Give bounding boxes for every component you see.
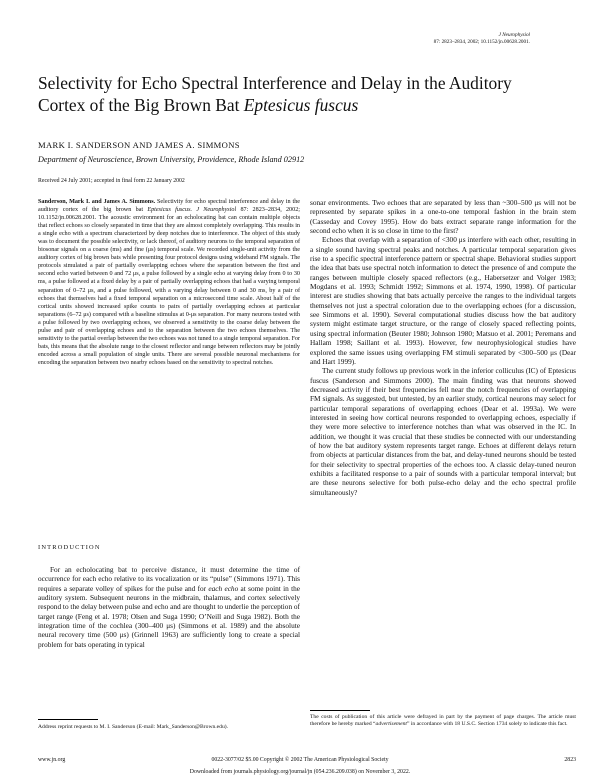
footer-copyright: 0022-3077/02 $5.00 Copyright © 2002 The American Physiological Society [211, 757, 389, 763]
abstract-lead-rest: Selectivity for echo spectral interference and delay in the auditory cortex of the big brown bat [38, 199, 301, 214]
journal-header [434, 32, 530, 45]
affiliation: Department of Neuroscience, Brown University, Providence, Rhode Island 02912 [38, 155, 305, 164]
introduction-heading: INTRODUCTION [38, 544, 101, 551]
intro-text-em: each echo [208, 583, 239, 593]
download-notice: Downloaded from journals.physiology.org/journal/jn (054.236.209.038) on November 3, 2022. [189, 769, 411, 775]
title-main: Selectivity for Echo Spectral Interference and Delay in the Auditory Cortex of the Big Brown Bat [38, 73, 512, 115]
costs-text-b: ” in accordance with 18 U.S.C. Section 1734 solely to indicate this fact. [406, 721, 568, 728]
footnote-costs [310, 714, 576, 728]
costs-text-a: The costs of publication of this article were defrayed in part by the payment of page charges. The article must therefore be hereby marked “ [310, 714, 576, 728]
abstract-lead: Sanderson, Mark I. and James A. Simmons. [38, 199, 156, 205]
intro-text-b: at some point in the auditory system. Subsequent neurons in the midbrain, thalamus, and cortex selectively respond to the delay between pulse and echo and are thought to underlie the perception of target range (Feng et al. 1978; Olsen and Suga 1990; O’Neill and Suga 1982). Both the integration time of the cochlea (300–400 μs) (Simmons et al. 1989) and the absolute neural recovery time (500 μs) (Grinnell 1963) are sufficiently long to create a special problem for bats operating in typical [38, 583, 300, 649]
abstract-journal: J Neurophysiol [192, 207, 237, 214]
costs-text-em: advertisement [375, 721, 407, 728]
abstract-column [38, 198, 300, 367]
footer-page-number: 2823 [564, 757, 576, 763]
footnote-rule-right [310, 710, 370, 711]
right-column [310, 198, 576, 497]
introduction-body [38, 565, 300, 649]
right-paragraph-1: sonar environments. Two echoes that are separated by less than ~300–500 μs will not be represented by separate spikes in a one-to-one temporal fashion in the brain stem (Casseday and Covey 1995). How do bats extract separate range information for the second echo when it is so close in time to the first? [310, 198, 576, 236]
abstract-body: 87: 2823–2834, 2002; 10.1152/jn.00628.2001. The acoustic environment for an echolocating bat can contain multiple objects that reflect echoes so closely separated in time that they are almost completely overlapping. This results in a single echo with a spectrum characterized by deep notches due to interference. The object of this study was to document the possible selectivity, or lack thereof, of auditory neurons to the temporal separation of biosonar signals on a coarse (ms) and fine (μs) temporal scale. We recorded single-unit activity from the auditory cortex of big brown bats while presenting four protocol designs using wideband FM signals. The protocols simulated a pair of partially overlapping echoes where the separation between the first and second echo varied between 0 and 72 μs, a pulse followed by a single echo at varying delay from 0 to 30 ms, a pulse followed at a fixed delay by a pair of partially overlapping echoes that had a varying temporal separation of 0–72 μs, and a pulse followed, with a varying delay between 0 and 30 ms, by a pair of echoes that themselves had a fixed temporal separation on a microsecond time scale. About half of the cortical units showed increased spike counts to pairs of partially overlapping echoes at particular separations (6–72 μs) compared with a baseline stimulus at 0-μs separation. For many neurons tested with a pulse followed by two overlapping echoes, we observed a sensitivity to the coarse delay between the pulse and pair of overlapping echoes and to the separation between the two echoes themselves. The sensitivity to the partial overlap between the two echoes was not tuned to a single temporal separation. For bats, this means that the absolute range to the closest reflector and range between reflectors may be jointly encoded across a small population of single units. There are several possible neuronal mechanisms for encoding the separation between two nearby echoes based on the sensitivity to spectral notches. [38, 207, 300, 366]
right-paragraph-2: Echoes that overlap with a separation of <300 μs interfere with each other, resulting in a single sound having spectral peaks and notches. A particular temporal separation gives rise to a specific spectral interference pattern or spectral shape. Behavioral studies support the idea that bats use spectral notch information to detect the presence of and compute the ranges between multiple closely spaced reflectors (e.g., Habersetzer and Volger 1983; Mogdans et al. 1993; Schmidt 1992; Simmons et al. 1974, 1990, 1998). Of particular interest are studies showing that bats actually perceive the ranges to the individual targets themselves not just a spectral coloration due to the overlapping echoes (for a discussion, see Simmons et al. 1990). Several computational studies discuss how the bat auditory system might estimate target structure, or the range of closely spaced reflecting points, using spectral information (Beuter 1980; Johnson 1980; Matsuo et al. 2001; Peremans and Hallam 1998; Saillant et al. 1993). However, few neurophysiological studies have explored the same issues using overlapping FM stimuli separated by <300–500 μs (Dear and Hart 1999). [310, 235, 576, 366]
abstract [38, 198, 300, 367]
footer-website[interactable]: www.jn.org [38, 757, 66, 763]
received-dates: Received 24 July 2001; accepted in final form 22 January 2002 [38, 178, 185, 184]
title-species: Eptesicus fuscus [243, 95, 359, 115]
introduction-paragraph [38, 565, 300, 649]
right-paragraph-3: The current study follows up previous work in the inferior colliculus (IC) of Eptesicus fuscus (Sanderson and Simmons 2000). The main finding was that neurons showed decreased activity if their best frequencies fell near the notch frequencies of overlapping FM signals. As suggested, but untested, by an earlier study, cortical neurons may select for particular temporal separations of overlapping echoes (Dear et al. 1993a). We were interested in seeing how cortical neurons responded to overlapping echoes, especially if they were more selective to interference notches than what was observed in the IC. In addition, we thought it was crucial that these studies be connected with our understanding of how the bat auditory system represents target range. Echoes at different delays return from objects at particular distances from the bat, and delay-tuned neurons should be tested for their selectivity to spectral properties of the echoes too. A classic delay-tuned neuron exhibits a facilitated response to a pair of sounds with a particular temporal interval; but are these neurons selective for both pulse-echo delay and the echo spectral profile simultaneously? [310, 366, 576, 497]
intro-text-a: For an echolocating bat to perceive distance, it must determine the time of occurrence for each echo relative to its vocalization or its “pulse” (Simmons 1971). This requires a separate volley of spikes for the pulse and for [38, 565, 300, 593]
footnote-rule-left [38, 719, 98, 720]
authors: MARK I. SANDERSON AND JAMES A. SIMMONS [38, 140, 240, 150]
article-title [38, 72, 558, 116]
journal-citation: 87: 2823–2834, 2002; 10.1152/jn.00628.2001. [433, 38, 530, 45]
footnote-address: Address reprint requests to M. I. Sanderson (E-mail: Mark_Sanderson@Brown.edu). [38, 724, 229, 730]
journal-name: J Neurophysiol [498, 32, 530, 38]
abstract-species: Eptesicus fuscus. [147, 207, 193, 214]
